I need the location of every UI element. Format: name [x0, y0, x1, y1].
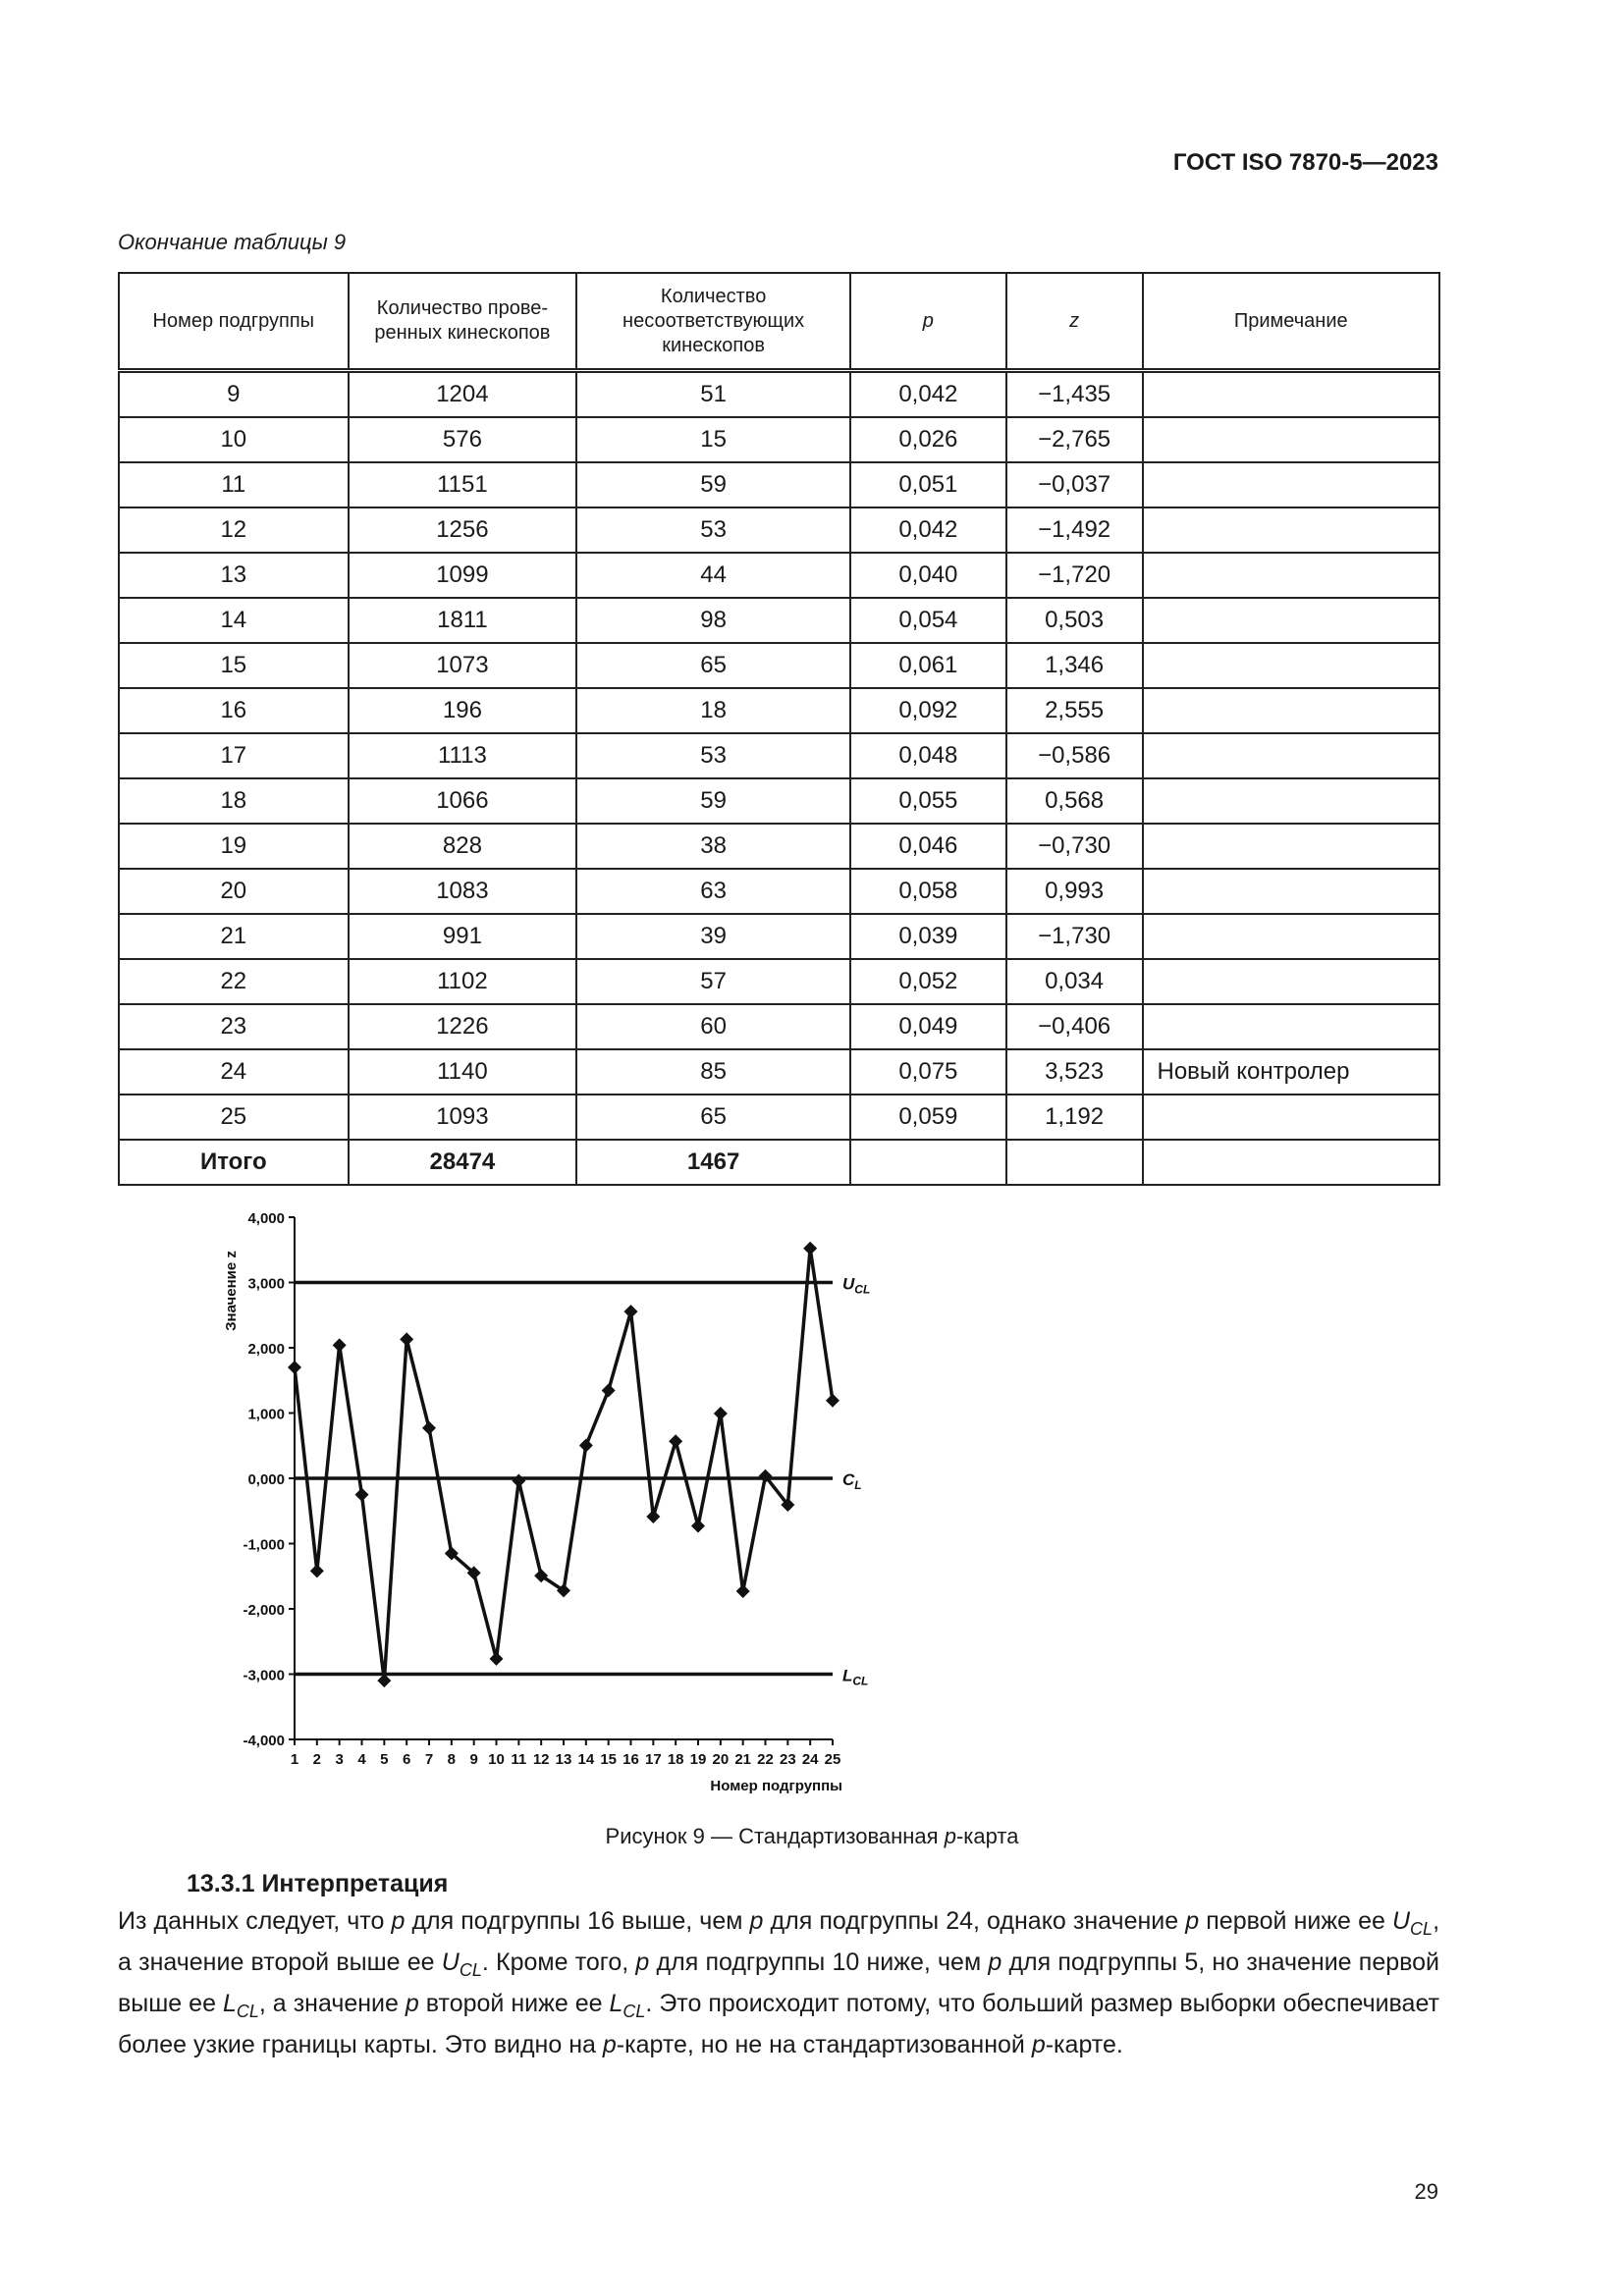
table-cell: −1,730: [1006, 914, 1143, 959]
table-cell: 13: [119, 553, 349, 598]
figure-caption-var: p: [944, 1824, 956, 1848]
table-cell: 1140: [349, 1049, 577, 1095]
table-cell: −0,037: [1006, 462, 1143, 507]
table-row: [119, 598, 1439, 643]
table-cell: 1,192: [1006, 1095, 1143, 1140]
table-cell: 1113: [349, 733, 577, 778]
y-tick-label: -1,000: [243, 1536, 285, 1554]
x-tick-label: 7: [424, 1751, 434, 1768]
table-cell: 21: [119, 914, 349, 959]
table-cell: 196: [349, 688, 577, 733]
table-cell: 25: [119, 1095, 349, 1140]
header-p: p: [850, 273, 1006, 371]
table-cell: [1143, 1004, 1440, 1049]
table-cell: [1143, 778, 1440, 824]
table-cell: 991: [349, 914, 577, 959]
table-cell: [1143, 1140, 1440, 1185]
y-tick-label: -2,000: [243, 1602, 285, 1619]
table-cell: 19: [119, 824, 349, 869]
table-cell: 60: [576, 1004, 850, 1049]
x-tick-label: 24: [801, 1751, 819, 1768]
data-point-marker: [333, 1338, 347, 1352]
table-cell: 0,092: [850, 688, 1006, 733]
paragraph-segment: p: [635, 1949, 650, 1976]
table-cell: −0,406: [1006, 1004, 1143, 1049]
y-tick-label: 3,000: [247, 1275, 285, 1293]
header-inspected: Количество прове-ренных кинескопов: [349, 273, 577, 371]
table-cell: [1143, 553, 1440, 598]
x-tick-label: 8: [447, 1751, 457, 1768]
table-total-row: [119, 1140, 1439, 1185]
table-cell: 9: [119, 371, 349, 418]
table-cell: 14: [119, 598, 349, 643]
table-cell: [1143, 688, 1440, 733]
table-cell: [850, 1140, 1006, 1185]
paragraph-segment: для подгруппы 10 ниже, чем: [649, 1949, 989, 1976]
x-tick-label: 17: [644, 1751, 662, 1768]
table-cell: 10: [119, 417, 349, 462]
data-point-marker: [490, 1652, 504, 1666]
table-cell: [1143, 417, 1440, 462]
header-note: Примечание: [1143, 273, 1440, 371]
table-row: [119, 1095, 1439, 1140]
table-cell: 53: [576, 507, 850, 553]
paragraph-segment: U: [441, 1949, 460, 1976]
paragraph-segment: -карте, но не на стандартизованной: [616, 2031, 1032, 2058]
table-cell: 0,058: [850, 869, 1006, 914]
paragraph-segment: p: [988, 1949, 1002, 1976]
table-cell: 1151: [349, 462, 577, 507]
table-cell: 22: [119, 959, 349, 1004]
paragraph-segment: p: [1185, 1907, 1200, 1935]
standardized-p-chart: [223, 1202, 1296, 1811]
x-tick-label: 14: [577, 1751, 595, 1768]
table-cell: 0,046: [850, 824, 1006, 869]
table-cell: −0,586: [1006, 733, 1143, 778]
table-cell: 0,026: [850, 417, 1006, 462]
table-cell: 1811: [349, 598, 577, 643]
paragraph-segment: L: [609, 1990, 623, 2017]
y-tick-label: 2,000: [247, 1341, 285, 1358]
paragraph-segment: p: [602, 2031, 617, 2058]
table-row: [119, 643, 1439, 688]
paragraph-segment: Из данных следует, что: [118, 1907, 392, 1935]
table-cell: 0,054: [850, 598, 1006, 643]
x-tick-label: 2: [312, 1751, 322, 1768]
control-line-subscript: CL: [852, 1674, 869, 1688]
table-cell: [1006, 1140, 1143, 1185]
table-cell: Новый контролер: [1143, 1049, 1440, 1095]
y-axis-title: Значение z: [223, 1251, 240, 1331]
table-cell: 44: [576, 553, 850, 598]
table-cell: 23: [119, 1004, 349, 1049]
data-point-marker: [646, 1510, 660, 1523]
figure-caption: [0, 1824, 1624, 1849]
data-point-marker: [826, 1394, 839, 1408]
table-row: [119, 869, 1439, 914]
table-cell: [1143, 869, 1440, 914]
table-cell: 85: [576, 1049, 850, 1095]
table-cell: 828: [349, 824, 577, 869]
x-tick-label: 5: [380, 1751, 389, 1768]
x-tick-label: 9: [469, 1751, 478, 1768]
table-cell: 59: [576, 778, 850, 824]
table-cell: 1073: [349, 643, 577, 688]
table-cell: 0,061: [850, 643, 1006, 688]
paragraph-segment: , а значение второй выше ее: [118, 1907, 1440, 1976]
table-cell: 0,040: [850, 553, 1006, 598]
z-series-line: [295, 1249, 833, 1681]
control-line-label: [842, 1667, 868, 1688]
table-cell: 0,039: [850, 914, 1006, 959]
table-row: [119, 417, 1439, 462]
x-tick-label: 11: [511, 1751, 527, 1768]
data-point-marker: [602, 1383, 616, 1397]
control-line-letter: L: [842, 1666, 853, 1685]
table-cell: 24: [119, 1049, 349, 1095]
x-tick-label: 21: [734, 1751, 752, 1768]
table-cell: [1143, 643, 1440, 688]
table-cell: 1,346: [1006, 643, 1143, 688]
data-point-marker: [669, 1434, 682, 1448]
table-cell: 98: [576, 598, 850, 643]
paragraph-segment: CL: [236, 2002, 259, 2021]
paragraph-segment: . Это происходит потому, что больший размер выборки обеспечивает более узкие границы карты. Это видно на: [118, 1990, 1439, 2058]
data-point-marker: [714, 1407, 728, 1420]
table-row: [119, 462, 1439, 507]
table-cell: 1083: [349, 869, 577, 914]
y-tick-label: 4,000: [247, 1210, 285, 1227]
table-cell: 65: [576, 643, 850, 688]
table-continuation-caption: Окончание таблицы 9: [118, 230, 347, 254]
table-cell: 0,042: [850, 507, 1006, 553]
paragraph-segment: CL: [623, 2002, 646, 2021]
table-cell: 1102: [349, 959, 577, 1004]
table-cell: 576: [349, 417, 577, 462]
figure-caption-suffix: -карта: [955, 1824, 1019, 1848]
table-cell: 51: [576, 371, 850, 418]
table-cell: Итого: [119, 1140, 349, 1185]
table-cell: [1143, 824, 1440, 869]
table-cell: 11: [119, 462, 349, 507]
table-cell: [1143, 1095, 1440, 1140]
data-point-marker: [624, 1305, 638, 1318]
data-point-marker: [512, 1473, 525, 1487]
paragraph-segment: для подгруппы 24, однако значение: [763, 1907, 1186, 1935]
table-cell: 0,049: [850, 1004, 1006, 1049]
x-tick-label: 18: [667, 1751, 684, 1768]
control-line-label: [842, 1470, 862, 1492]
table-cell: −1,435: [1006, 371, 1143, 418]
table-row: [119, 824, 1439, 869]
table-cell: 1093: [349, 1095, 577, 1140]
table-cell: 17: [119, 733, 349, 778]
x-tick-label: 19: [689, 1751, 707, 1768]
table-cell: 16: [119, 688, 349, 733]
table-row: [119, 371, 1439, 418]
x-tick-label: 16: [623, 1751, 639, 1768]
table-cell: 0,034: [1006, 959, 1143, 1004]
table-cell: [1143, 959, 1440, 1004]
table-cell: 1066: [349, 778, 577, 824]
data-point-marker: [422, 1421, 436, 1435]
x-tick-label: 6: [402, 1751, 411, 1768]
x-tick-label: 20: [712, 1751, 730, 1768]
table-cell: [1143, 462, 1440, 507]
paragraph-segment: . Кроме того,: [481, 1949, 636, 1976]
data-point-marker: [355, 1488, 369, 1502]
table-cell: 39: [576, 914, 850, 959]
x-tick-label: 10: [488, 1751, 505, 1768]
paragraph-segment: для подгруппы 16 выше, чем: [405, 1907, 750, 1935]
table-cell: 0,048: [850, 733, 1006, 778]
x-axis-title: Номер подгруппы: [710, 1778, 842, 1794]
paragraph-segment: p: [1031, 2031, 1046, 2058]
header-nonconforming: Количество несоответствующих кинескопов: [576, 273, 850, 371]
table-cell: 0,503: [1006, 598, 1143, 643]
table-cell: 3,523: [1006, 1049, 1143, 1095]
table-cell: 0,052: [850, 959, 1006, 1004]
x-tick-label: 23: [779, 1751, 796, 1768]
table-cell: 1226: [349, 1004, 577, 1049]
control-line-subscript: L: [854, 1478, 862, 1492]
x-tick-label: 3: [335, 1751, 344, 1768]
table-cell: [1143, 598, 1440, 643]
table-cell: −1,720: [1006, 553, 1143, 598]
table-cell: 0,051: [850, 462, 1006, 507]
table-row: [119, 507, 1439, 553]
table-cell: [1143, 733, 1440, 778]
paragraph-segment: CL: [459, 1960, 482, 1980]
table-cell: −1,492: [1006, 507, 1143, 553]
data-point-marker: [803, 1242, 817, 1255]
data-point-marker: [288, 1361, 301, 1374]
x-tick-label: 12: [532, 1751, 550, 1768]
table-cell: 1204: [349, 371, 577, 418]
table-cell: 28474: [349, 1140, 577, 1185]
table-cell: [1143, 507, 1440, 553]
x-tick-label: 25: [824, 1751, 841, 1768]
paragraph-segment: , а значение: [258, 1990, 406, 2017]
table-cell: 59: [576, 462, 850, 507]
data-table: [118, 272, 1440, 1186]
control-line-letter: C: [842, 1470, 855, 1489]
data-point-marker: [691, 1520, 705, 1533]
table-cell: 63: [576, 869, 850, 914]
table-cell: 0,055: [850, 778, 1006, 824]
x-tick-label: 22: [757, 1751, 774, 1768]
table-row: [119, 733, 1439, 778]
paragraph-segment: p: [391, 1907, 406, 1935]
table-cell: 0,075: [850, 1049, 1006, 1095]
y-tick-label: -3,000: [243, 1667, 285, 1684]
standard-header: ГОСТ ISO 7870-5—2023: [1172, 149, 1438, 176]
data-point-marker: [579, 1439, 593, 1453]
header-z: z: [1006, 273, 1143, 371]
data-point-marker: [400, 1332, 413, 1346]
paragraph-segment: второй ниже ее: [418, 1990, 610, 2017]
table-cell: 20: [119, 869, 349, 914]
table-cell: 15: [576, 417, 850, 462]
table-cell: −0,730: [1006, 824, 1143, 869]
table-cell: 0,059: [850, 1095, 1006, 1140]
table-row: [119, 914, 1439, 959]
table-cell: 38: [576, 824, 850, 869]
y-tick-label: 1,000: [247, 1406, 285, 1423]
table-cell: 1099: [349, 553, 577, 598]
table-cell: 15: [119, 643, 349, 688]
paragraph-segment: L: [222, 1990, 237, 2017]
control-line-letter: U: [842, 1274, 855, 1294]
table-cell: 2,555: [1006, 688, 1143, 733]
header-subgroup: Номер подгруппы: [119, 273, 349, 371]
x-tick-label: 1: [290, 1751, 299, 1768]
paragraph-segment: первой ниже ее: [1199, 1907, 1392, 1935]
table-cell: 1467: [576, 1140, 850, 1185]
x-tick-label: 4: [357, 1751, 366, 1768]
x-tick-label: 13: [555, 1751, 572, 1768]
table-cell: 0,568: [1006, 778, 1143, 824]
paragraph-segment: -карте.: [1045, 2031, 1123, 2058]
data-point-marker: [736, 1584, 750, 1598]
table-cell: 0,042: [850, 371, 1006, 418]
table-row: [119, 778, 1439, 824]
interpretation-paragraph: [118, 1904, 1439, 2061]
paragraph-segment: p: [749, 1907, 764, 1935]
paragraph-segment: p: [405, 1990, 419, 2017]
table-cell: [1143, 371, 1440, 418]
table-cell: 18: [576, 688, 850, 733]
table-cell: 65: [576, 1095, 850, 1140]
section-heading: 13.3.1 Интерпретация: [187, 1870, 449, 1897]
table-cell: 53: [576, 733, 850, 778]
table-cell: 12: [119, 507, 349, 553]
y-tick-label: 0,000: [247, 1471, 285, 1488]
table-cell: 0,993: [1006, 869, 1143, 914]
table-row: [119, 1004, 1439, 1049]
table-header-row: [119, 273, 1439, 371]
control-line-subscript: CL: [854, 1282, 871, 1297]
paragraph-segment: для подгруппы 5, но значение первой выше ее: [118, 1949, 1439, 2017]
table-cell: −2,765: [1006, 417, 1143, 462]
data-point-marker: [310, 1564, 324, 1577]
paragraph-segment: CL: [1410, 1919, 1434, 1939]
table-cell: 18: [119, 778, 349, 824]
control-line-label: [842, 1275, 870, 1297]
table-row: [119, 553, 1439, 598]
table-row: [119, 688, 1439, 733]
table-row: [119, 959, 1439, 1004]
y-tick-label: -4,000: [243, 1733, 285, 1749]
figure-caption-prefix: Рисунок 9 — Стандартизованная: [605, 1824, 945, 1848]
paragraph-segment: U: [1391, 1907, 1411, 1935]
table-cell: 57: [576, 959, 850, 1004]
table-cell: 1256: [349, 507, 577, 553]
page-number: 29: [1414, 2179, 1438, 2204]
x-tick-label: 15: [600, 1751, 618, 1768]
table-cell: [1143, 914, 1440, 959]
table-row: [119, 1049, 1439, 1095]
